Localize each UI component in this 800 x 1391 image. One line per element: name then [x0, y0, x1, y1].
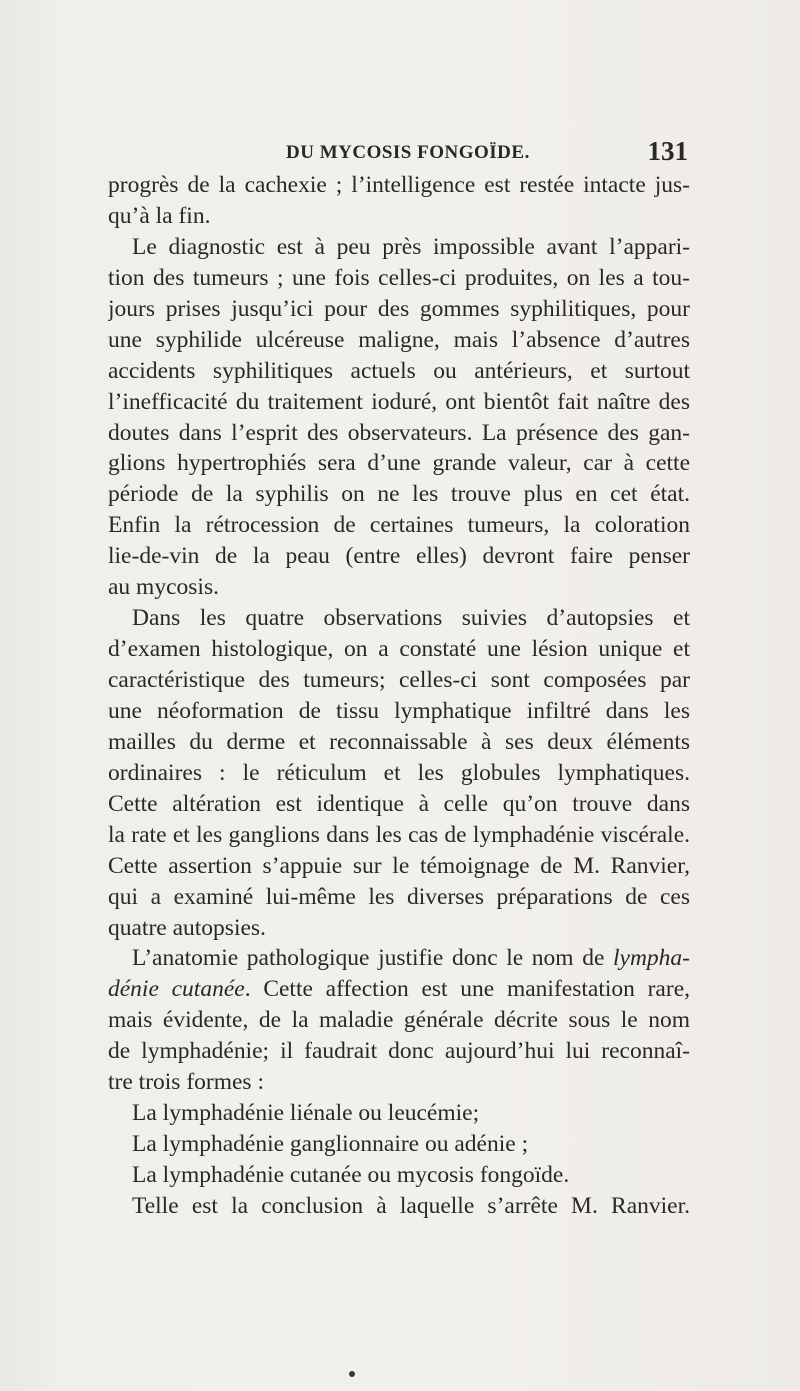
text-line: Cette assertion s’appuie sur le témoignage de M. Ranvier,: [108, 852, 690, 879]
text-line: Le diagnostic est à peu près impossible avant l’appari-: [132, 233, 690, 260]
text-line: tion des tumeurs ; une fois celles-ci produites, on les a tou-: [108, 264, 690, 291]
text-line: au mycosis.: [108, 574, 219, 601]
text-line: dénie cutanée. Cette affection est une manifestation rare,: [108, 976, 690, 1003]
text-line: une néoformation de tissu lymphatique infiltré dans les: [108, 697, 690, 724]
text-line: ordinaires : le réticulum et les globules lymphatiques.: [108, 759, 690, 786]
text-line: qui a examiné lui-même les diverses préparations de ces: [108, 883, 690, 910]
text-line: période de la syphilis on ne les trouve plus en cet état.: [108, 481, 690, 508]
text-line: Cette altération est identique à celle qu’on trouve dans: [108, 790, 690, 817]
running-head-title: DU MYCOSIS FONGOÏDE.: [286, 142, 530, 163]
text-line: Dans les quatre observations suivies d’autopsies et: [132, 605, 690, 632]
printer-mark: [349, 1371, 355, 1377]
body-text: [108, 170, 690, 1222]
text-line: lie-de-vin de la peau (entre elles) devront faire penser: [108, 543, 690, 570]
text-line: caractéristique des tumeurs; celles-ci sont composées par: [108, 667, 690, 693]
page-number: 131: [647, 136, 688, 166]
text-line: progrès de la cachexie ; l’intelligence est restée intacte jus-: [108, 172, 690, 198]
text-line: une syphilide ulcéreuse maligne, mais l’absence d’autres: [108, 326, 690, 353]
text-line: La lymphadénie liénale ou leucémie;: [132, 1100, 480, 1127]
text-line: glions hypertrophiés sera d’une grande valeur, car à cette: [108, 450, 690, 477]
text-line: quatre autopsies.: [108, 914, 266, 941]
running-head: [108, 138, 688, 170]
text-line: La lymphadénie cutanée ou mycosis fongoïde.: [132, 1162, 570, 1188]
text-line: d’examen histologique, on a constaté une lésion unique et: [108, 636, 690, 663]
text-line: la rate et les ganglions dans les cas de lymphadénie viscérale.: [108, 821, 690, 848]
text-line: Telle est la conclusion à laquelle s’arrête M. Ranvier.: [132, 1192, 690, 1219]
text-line: de lymphadénie; il faudrait donc aujourd’hui lui reconnaî-: [108, 1038, 690, 1065]
text-line: tre trois formes :: [108, 1069, 264, 1096]
text-line: La lymphadénie ganglionnaire ou adénie ;: [132, 1131, 529, 1158]
text-line: accidents syphilitiques actuels ou antérieurs, et surtout: [108, 357, 690, 384]
text-line: doutes dans l’esprit des observateurs. La présence des gan-: [108, 419, 690, 446]
text-line: mailles du derme et reconnaissable à ses deux éléments: [108, 728, 690, 755]
text-line: Enfin la rétrocession de certaines tumeurs, la coloration: [108, 512, 690, 539]
text-line: qu’à la fin.: [108, 202, 211, 229]
text-line: mais évidente, de la maladie générale décrite sous le nom: [108, 1007, 690, 1034]
text-line: jours prises jusqu’ici pour des gommes syphilitiques, pour: [108, 295, 690, 322]
text-line: l’inefficacité du traitement ioduré, ont bientôt fait naître des: [108, 388, 690, 415]
text-line: L’anatomie pathologique justifie donc le nom de lympha-: [132, 945, 690, 972]
